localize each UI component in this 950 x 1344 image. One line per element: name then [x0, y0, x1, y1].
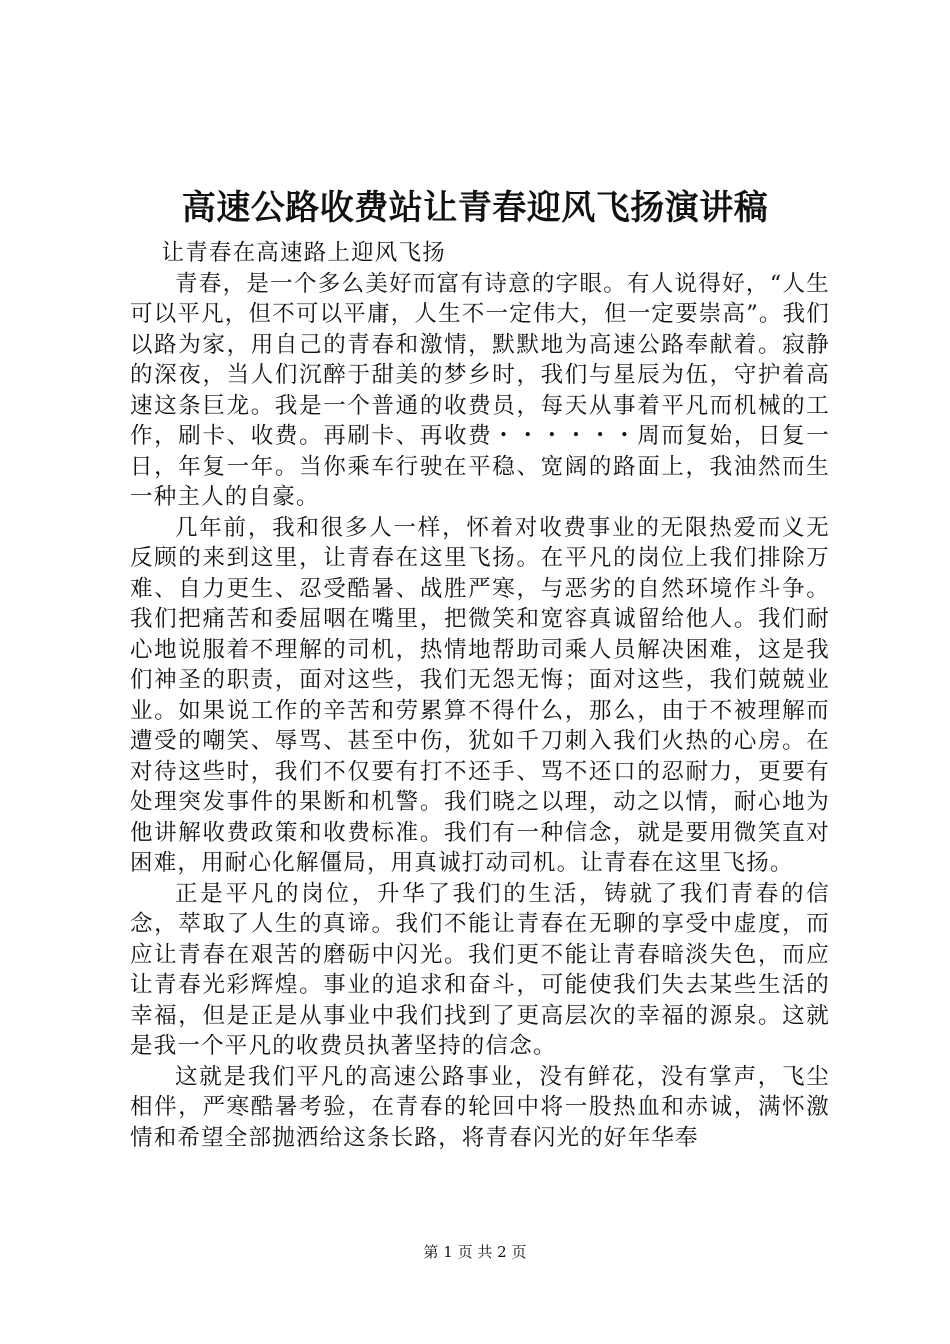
paragraph: 几年前，我和很多人一样，怀着对收费事业的无限热爱而义无反顾的来到这里，让青春在这里飞扬。在平凡的岗位上我们排除万难、自力更生、忍受酷暑、战胜严寒，与恶劣的自然环境作斗争。我们把痛苦和委屈咽在嘴里，把微笑和宽容真诚留给他人。我们耐心地说服着不理解的司机，热情地帮助司乘人员解决困难，这是我们神圣的职责，面对这些，我们无怨无悔；面对这些，我们兢兢业业。如果说工作的辛苦和劳累算不得什么，那么，由于不被理解而遭受的嘲笑、辱骂、甚至中伤，犹如千刀刺入我们火热的心房。在对待这些时，我们不仅要有打不还手、骂不还口的忍耐力，更要有处理突发事件的果断和机警。我们晓之以理，动之以情，耐心地为他讲解收费政策和收费标准。我们有一种信念，就是要用微笑直对困难，用耐心化解僵局，用真诚打动司机。让青春在这里飞扬。 [130, 514, 830, 876]
paragraph: 青春，是一个多么美好而富有诗意的字眼。有人说得好，“人生可以平凡，但不可以平庸，人生不一定伟大，但一定要崇高”。我们以路为家，用自己的青春和激情，默默地为高速公路奉献着。寂静的深夜，当人们沉醉于甜美的梦乡时，我们与星辰为伍，守护着高速这条巨龙。我是一个普通的收费员，每天从事着平凡而机械的工作，刷卡、收费。再刷卡、再收费・・・・・・周而复始，日复一日，年复一年。当你乘车行驶在平稳、宽阔的路面上，我油然而生一种主人的自豪。 [130, 270, 831, 510]
document-body [130, 238, 830, 1153]
document-subtitle: 让青春在高速路上迎风飞扬 [161, 240, 446, 266]
document-title: 高速公路收费站让青春迎风飞扬演讲稿 [181, 188, 769, 228]
paragraph: 正是平凡的岗位，升华了我们的生活，铸就了我们青春的信念，萃取了人生的真谛。我们不能让青春在无聊的享受中虚度，而应让青春在艰苦的磨砺中闪光。我们更不能让青春暗淡失色，而应让青春光彩辉煌。事业的追求和奋斗，可能使我们失去某些生活的幸福，但是正是从事业中我们找到了更高层次的幸福的源泉。这就是我一个平凡的收费员执著坚持的信念。 [130, 880, 830, 1059]
paragraph: 这就是我们平凡的高速公路事业，没有鲜花，没有掌声，飞尘相伴，严寒酷暑考验，在青春的轮回中将一股热血和赤诚，满怀激情和希望全部抛洒给这条长路，将青春闪光的好年华奉 [130, 1063, 830, 1151]
page-number-footer: 第 1 页 共 2 页 [423, 1243, 527, 1261]
